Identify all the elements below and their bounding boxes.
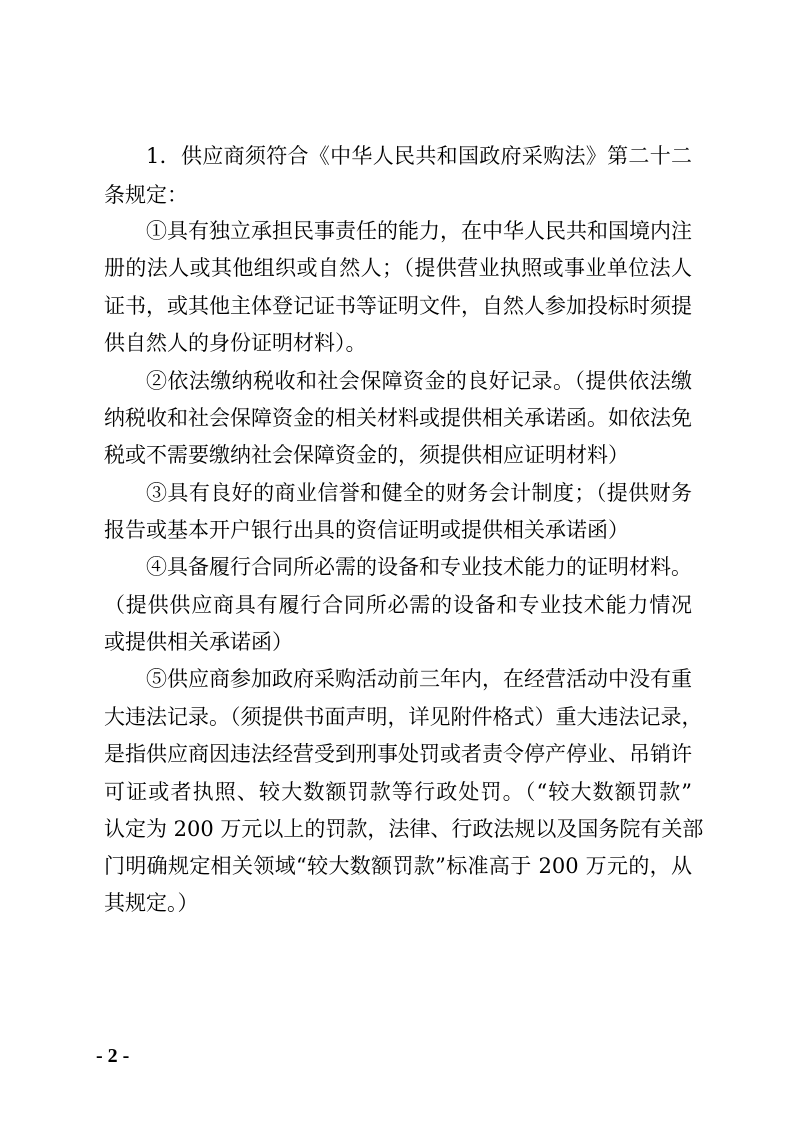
- text-line: 认定为 200 万元以上的罚款，法律、行政法规以及国务院有关部: [104, 817, 704, 841]
- text-line: ③具有良好的商业信誉和健全的财务会计制度；（提供财务: [146, 481, 692, 505]
- text-line: ①具有独立承担民事责任的能力，在中华人民共和国境内注: [146, 219, 692, 243]
- text-line: 报告或基本开户银行出具的资信证明或提供相关承诺函）: [104, 518, 629, 542]
- text-line: 册的法人或其他组织或自然人；（提供营业执照或事业单位法人: [104, 256, 692, 280]
- text-line: ⑤供应商参加政府采购活动前三年内，在经营活动中没有重: [146, 667, 692, 691]
- page-number: - 2 -: [96, 1045, 130, 1067]
- text-line: 或提供相关承诺函）: [104, 630, 293, 654]
- text-line: 是指供应商因违法经营受到刑事处罚或者责令停产停业、吊销许: [104, 742, 692, 766]
- text-line: ②依法缴纳税收和社会保障资金的良好记录。（提供依法缴: [146, 369, 692, 393]
- text-line: 可证或者执照、较大数额罚款等行政处罚。（“较大数额罚款”: [104, 780, 692, 804]
- text-line: 证书，或其他主体登记证书等证明文件，自然人参加投标时须提: [104, 294, 692, 318]
- text-line: 纳税收和社会保障资金的相关材料或提供相关承诺函。如依法免: [104, 406, 692, 430]
- text-line: 门明确规定相关领域“较大数额罚款”标准高于 200 万元的，从: [104, 854, 692, 878]
- text-line: （提供供应商具有履行合同所必需的设备和专业技术能力情况: [104, 593, 692, 617]
- text-line: 大违法记录。（须提供书面声明，详见附件格式）重大违法记录，: [104, 705, 703, 729]
- text-line: ④具备履行合同所必需的设备和专业技术能力的证明材料。: [146, 555, 692, 579]
- text-line: 供自然人的身份证明材料）。: [104, 331, 367, 355]
- text-line: 1．供应商须符合《中华人民共和国政府采购法》第二十二: [146, 144, 692, 168]
- text-line: 条规定：: [104, 183, 188, 207]
- text-line: 税或不需要缴纳社会保障资金的，须提供相应证明材料）: [104, 443, 629, 467]
- text-line: 其规定。）: [104, 891, 199, 915]
